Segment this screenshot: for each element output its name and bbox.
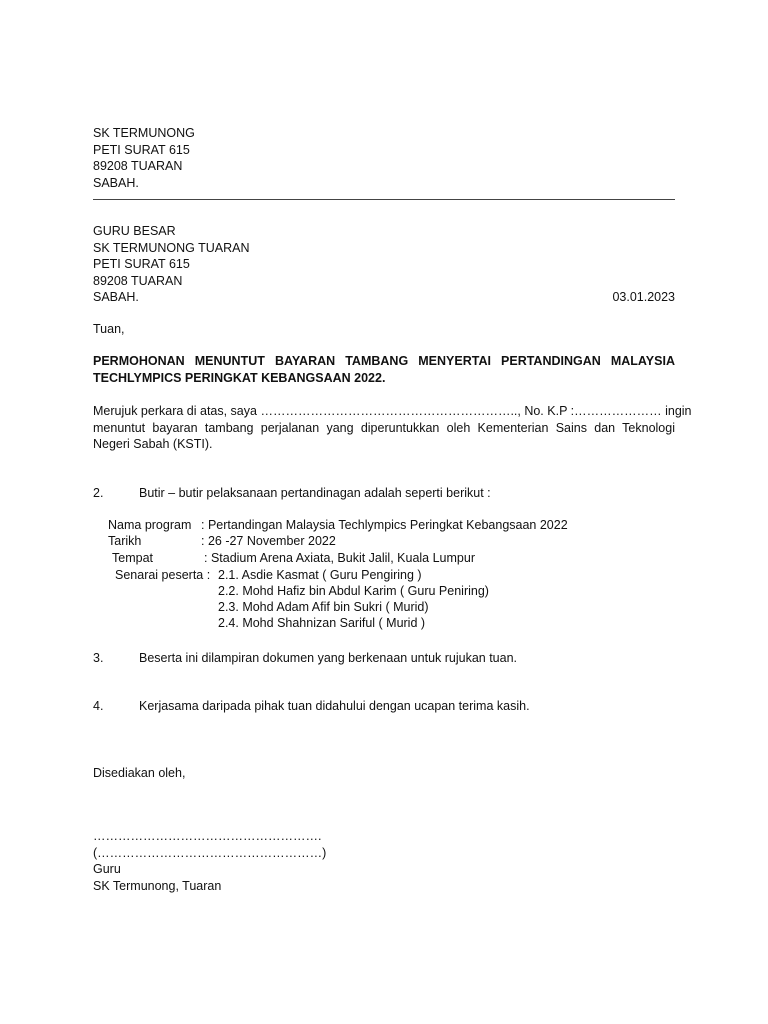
participant-item: 2.4. Mohd Shahnizan Sariful ( Murid ) [218, 616, 426, 630]
signature-name: (………………………………………………) [93, 845, 327, 860]
subject-line-1: PERMOHONAN MENUNTUT BAYARAN TAMBANG MENYERTAI PERTANDINGAN MALAYSIA [93, 354, 675, 368]
venue-label: Tempat [112, 551, 153, 565]
intro-paragraph [93, 403, 692, 453]
para-2-number: 2. [93, 486, 104, 500]
recipient-line-3: PETI SURAT 615 [93, 257, 190, 271]
participant-item: 2.1. Asdie Kasmat ( Guru Pengiring ) [218, 568, 422, 582]
signature-title: Guru [93, 862, 121, 876]
sender-address [93, 125, 675, 191]
intro-line-1: Merujuk perkara di atas, saya …………………………………………………….., No. K.P :………………… ingin [93, 404, 692, 418]
recipient-line-2: SK TERMUNONG TUARAN [93, 240, 250, 255]
date-value: : 26 -27 November 2022 [201, 534, 336, 548]
subject [93, 353, 675, 386]
recipient-line-1: GURU BESAR [93, 224, 176, 238]
para-2-text: Butir – butir pelaksanaan pertandinagan adalah seperti berikut : [139, 486, 491, 500]
salutation [93, 321, 675, 338]
closing [93, 765, 675, 782]
header-divider [93, 199, 675, 200]
sender-line-2: PETI SURAT 615 [93, 142, 190, 157]
recipient-date-row [93, 289, 675, 306]
signature-school: SK Termunong, Tuaran [93, 878, 222, 893]
date-label: Tarikh [108, 534, 142, 548]
para-4-text: Kerjasama daripada pihak tuan didahului dengan ucapan terima kasih. [139, 699, 530, 713]
para-3-text: Beserta ini dilampiran dokumen yang berkenaan untuk rujukan tuan. [139, 651, 518, 665]
participants-label: Senarai peserta : [115, 568, 211, 582]
sender-line-4: SABAH. [93, 175, 139, 190]
signature-block [93, 828, 675, 894]
sender-line-3: 89208 TUARAN [93, 159, 183, 173]
intro-line-2: menuntut bayaran tambang perjalanan yang diperuntukkan oleh Kementerian Sains dan Teknologi [93, 420, 675, 435]
sender-line-1: SK TERMUNONG [93, 126, 195, 140]
signature-dots: ………………………………………………. [93, 829, 322, 843]
para-4-number: 4. [93, 699, 104, 713]
recipient-line-4: 89208 TUARAN [93, 273, 183, 288]
participant-item: 2.3. Mohd Adam Afif bin Sukri ( Murid) [218, 600, 429, 614]
subject-line-2: TECHLYMPICS PERINGKAT KEBANGSAAN 2022. [93, 370, 386, 385]
letter-date: 03.01.2023 [612, 290, 675, 304]
salutation-text: Tuan, [93, 322, 125, 336]
program-value: : Pertandingan Malaysia Techlympics Peringkat Kebangsaan 2022 [201, 518, 568, 532]
venue-value: : Stadium Arena Axiata, Bukit Jalil, Kuala Lumpur [204, 551, 475, 565]
program-label: Nama program [108, 518, 192, 532]
para-3-number: 3. [93, 651, 104, 665]
closing-text: Disediakan oleh, [93, 766, 186, 780]
recipient-address [93, 223, 675, 306]
intro-line-3: Negeri Sabah (KSTI). [93, 437, 213, 451]
recipient-line-5: SABAH. [93, 290, 139, 304]
participant-item: 2.2. Mohd Hafiz bin Abdul Karim ( Guru Peniring) [218, 584, 489, 598]
